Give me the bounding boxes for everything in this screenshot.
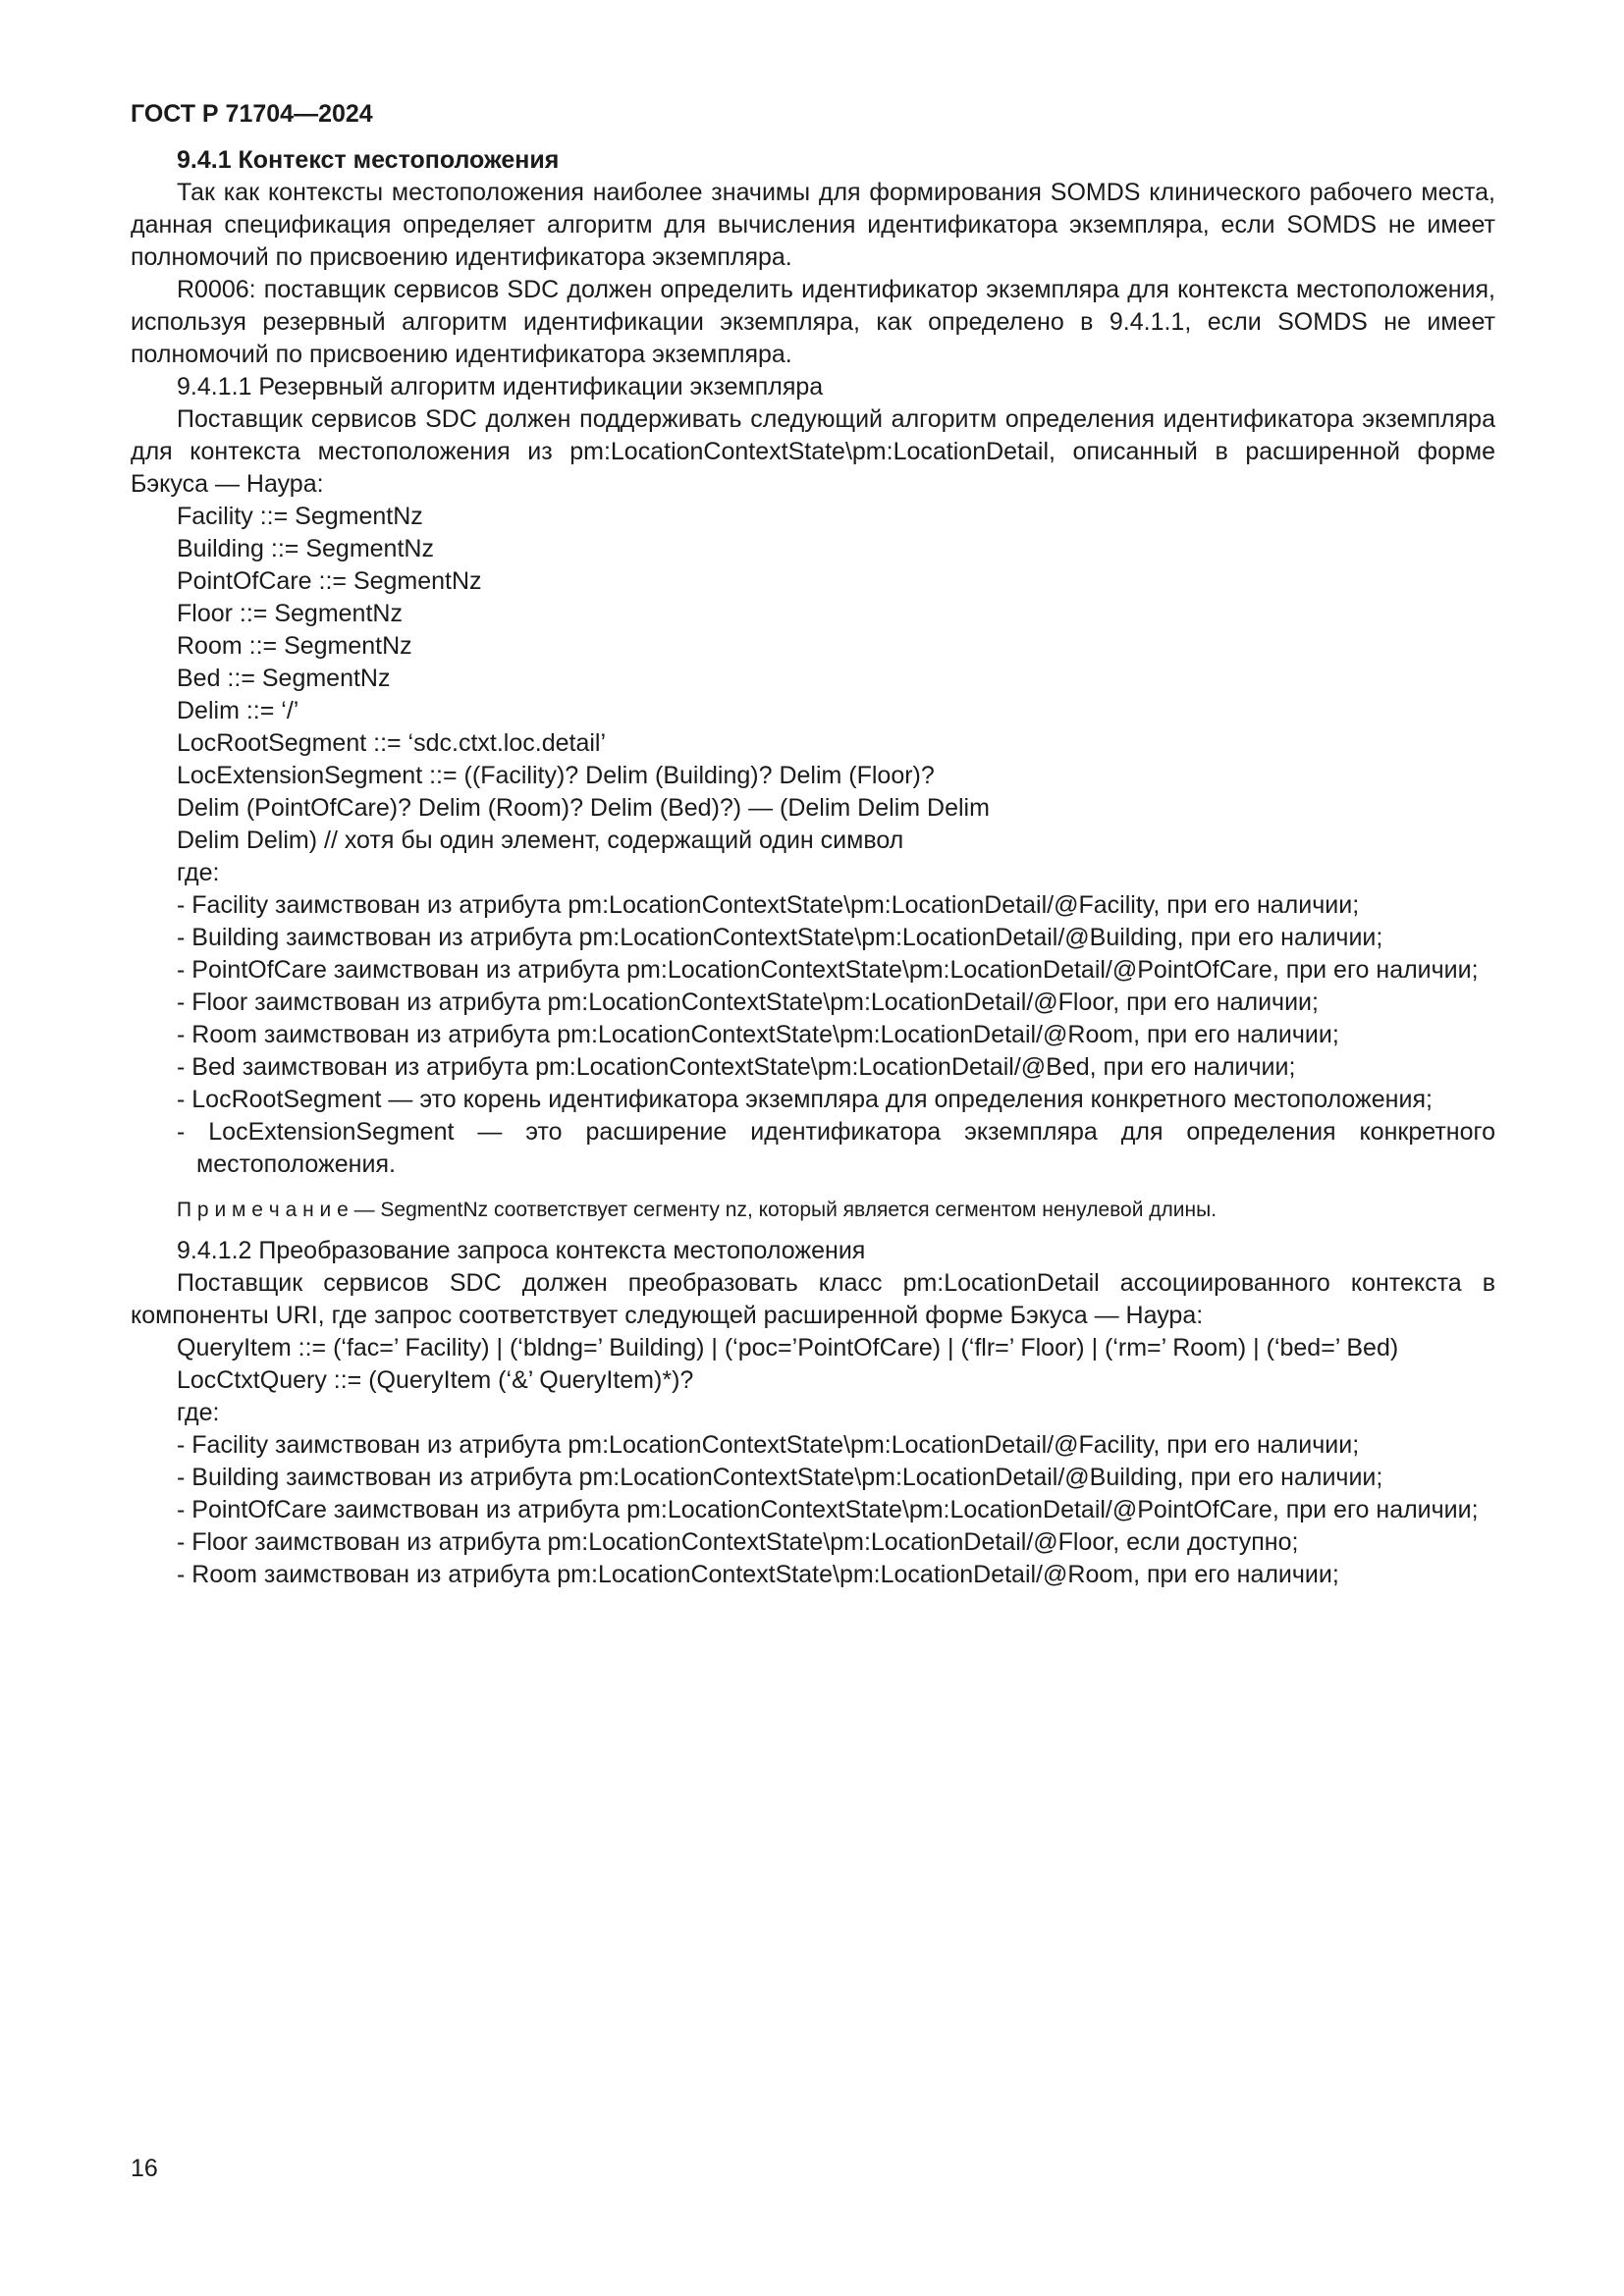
list-item: - Floor заимствован из атрибута pm:LocationContextState\pm:LocationDetail/@Floor, если доступно; (131, 1526, 1495, 1559)
paragraph: QueryItem ::= (‘fac=’ Facility) | (‘bldng=’ Building) | (‘poc=’PointOfCare) | (‘flr=’ Floor) | (‘rm=’ Room) | (‘bed=’ Bed) (177, 1334, 1399, 1362)
list-item: - Floor заимствован из атрибута pm:LocationContextState\pm:LocationDetail/@Floor, при его наличии; (131, 987, 1495, 1019)
paragraph: R0006: поставщик сервисов SDC должен определить идентификатор экземпляра для контекста местоположения, используя резервный алгоритм идентификации экземпляра, как определено в 9.4.1.1, если SOMDS не имеет полномочий по присвоению идентификатора экземпляра. (131, 276, 1495, 368)
section-heading: 9.4.1.2 Преобразование запроса контекста местоположения (177, 1237, 866, 1264)
list-item: - Facility заимствован из атрибута pm:LocationContextState\pm:LocationDetail/@Facility, при его наличии; (131, 1429, 1495, 1462)
list-item: - Room заимствован из атрибута pm:LocationContextState\pm:LocationDetail/@Room, при его наличии; (131, 1019, 1495, 1051)
list-item: - PointOfCare заимствован из атрибута pm:LocationContextState\pm:LocationDetail/@PointOfCare, при его наличии; (131, 954, 1495, 987)
document-body (131, 144, 1495, 1591)
paragraph: Поставщик сервисов SDC должен преобразовать класс pm:LocationDetail ассоциированного контекста в компоненты URI, где запрос соответствует следующей расширенной форме Бэкуса — Наура: (131, 1269, 1495, 1329)
code-line: где: (177, 1399, 220, 1426)
paragraph: Так как контексты местоположения наиболее значимы для формирования SOMDS клинического рабочего места, данная спецификация определяет алгоритм для вычисления идентификатора экземпляра, если SOMDS не имеет полномочий по присвоению идентификатора экземпляра. (131, 179, 1495, 271)
list-item: - Bed заимствован из атрибута pm:LocationContextState\pm:LocationDetail/@Bed, при его наличии; (131, 1051, 1495, 1084)
code-line: LocExtensionSegment ::= ((Facility)? Delim (Building)? Delim (Floor)? (177, 762, 935, 789)
code-line: Room ::= SegmentNz (177, 632, 412, 660)
list-item: - Building заимствован из атрибута pm:LocationContextState\pm:LocationDetail/@Building, при его наличии; (131, 1462, 1495, 1494)
page-number: 16 (131, 2155, 158, 2182)
code-line: Bed ::= SegmentNz (177, 665, 391, 692)
code-line: Delim Delim) // хотя бы один элемент, содержащий один символ (177, 827, 904, 854)
list-item: - Building заимствован из атрибута pm:LocationContextState\pm:LocationDetail/@Building, при его наличии; (131, 922, 1495, 954)
list-item: - Facility заимствован из атрибута pm:LocationContextState\pm:LocationDetail/@Facility, при его наличии; (131, 889, 1495, 922)
list-item: - LocExtensionSegment — это расширение идентификатора экземпляра для определения конкретного местоположения. (131, 1116, 1495, 1181)
code-line: PointOfCare ::= SegmentNz (177, 567, 482, 595)
code-line: где: (177, 859, 220, 886)
code-line: LocCtxtQuery ::= (QueryItem (‘&’ QueryItem)*)? (177, 1366, 694, 1394)
list-item: - PointOfCare заимствован из атрибута pm:LocationContextState\pm:LocationDetail/@PointOfCare, при его наличии; (131, 1494, 1495, 1526)
bullet-list (131, 1429, 1495, 1591)
code-line: Delim (PointOfCare)? Delim (Room)? Delim (Bed)?) — (Delim Delim Delim (177, 794, 990, 822)
section-heading: 9.4.1.1 Резервный алгоритм идентификации экземпляра (177, 373, 824, 400)
list-item: - Room заимствован из атрибута pm:LocationContextState\pm:LocationDetail/@Room, при его наличии; (131, 1559, 1495, 1591)
code-line: Floor ::= SegmentNz (177, 600, 403, 627)
code-line: Building ::= SegmentNz (177, 535, 434, 562)
bullet-list (131, 889, 1495, 1181)
list-item: - LocRootSegment — это корень идентификатора экземпляра для определения конкретного местоположения; (131, 1084, 1495, 1116)
code-line: Delim ::= ‘/’ (177, 697, 299, 724)
code-line: LocRootSegment ::= ‘sdc.ctxt.loc.detail’ (177, 729, 607, 757)
code-line: Facility ::= SegmentNz (177, 503, 423, 530)
section-heading: 9.4.1 Контекст местоположения (177, 146, 560, 174)
running-header: ГОСТ Р 71704—2024 (131, 100, 373, 128)
paragraph: Поставщик сервисов SDC должен поддерживать следующий алгоритм определения идентификатора экземпляра для контекста местоположения из pm:LocationContextState\pm:LocationDetail, описанный в расширенной форме Бэкуса — Наура: (131, 405, 1495, 498)
note: П р и м е ч а н и е — SegmentNz соответствует сегменту nz, который является сегментом ненулевой длины. (177, 1199, 1218, 1221)
